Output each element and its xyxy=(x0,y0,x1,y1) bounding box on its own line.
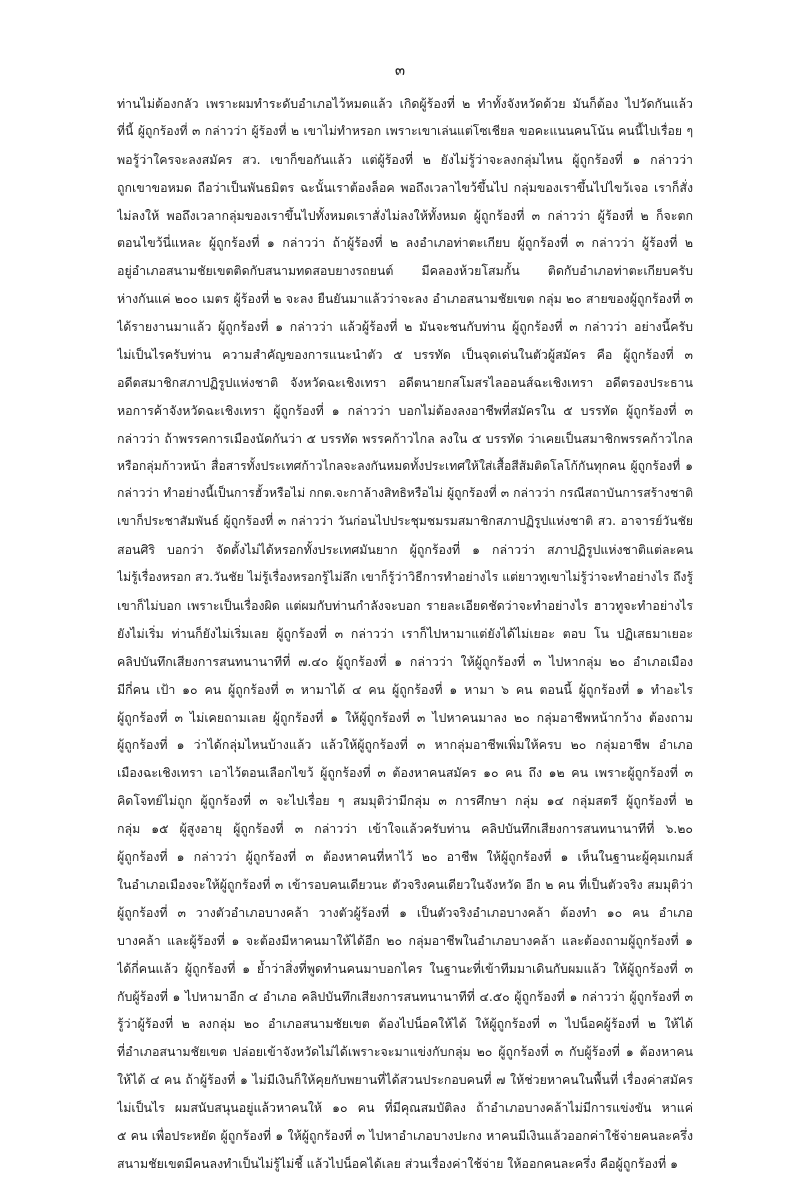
page-number: ๓ xyxy=(394,61,406,79)
text-line: ผู้ถูกร้องที่ ๑ ว่าได้กลุ่มไหนบ้างแล้ว แล้วให้ผู้ถูกร้องที่ ๓ หากลุ่มอาชีพเพิ่มให้ครบ ๒๐ กลุ่มอาชีพ อำเภอ xyxy=(117,737,693,753)
text-line: กับผู้ร้องที่ ๑ ไปหามาอีก ๔ อำเภอ คลิปบันทึกเสียงการสนทนานาทีที่ ๔.๕๐ ผู้ถูกร้องที่ ๑ กล่าวว่า ผู้ถูกร้องที่ ๓ xyxy=(117,988,693,1004)
text-line: ในอำเภอเมืองจะให้ผู้ถูกร้องที่ ๓ เข้ารอบคนเดียวนะ ตัวจริงคนเดียวในจังหวัด อีก ๒ คน ที่เป็นตัวจริง สมมุติว่า xyxy=(117,876,693,892)
text-line: ให้ได้ ๔ คน ถ้าผู้ร้องที่ ๑ ไม่มีเงินก็ให้คุยกับพยานที่ได้สวนประกอบคนที่ ๗ ให้ช่วยหาคนในพื้นที่ เรื่องค่าสมัคร xyxy=(117,1072,693,1088)
text-line: กล่าวว่า ถ้าพรรคการเมืองนัดกันว่า ๕ บรรทัด พรรคก้าวไกล ลงใน ๕ บรรทัด ว่าเคยเป็นสมาชิกพรรคก้าวไกล xyxy=(117,430,693,446)
text-line: ตอนไขว้นี่แหละ ผู้ถูกร้องที่ ๑ กล่าวว่า ถ้าผู้ร้องที่ ๒ ลงอำเภอท่าตะเกียบ ผู้ถูกร้องที่ ๓ กล่าวว่า ผู้ร้องที่ ๒ xyxy=(117,235,693,251)
text-line: ผู้ถูกร้องที่ ๓ วางตัวอำเภอบางคล้า วางตัวผู้ร้องที่ ๑ เป็นตัวจริงอำเภอบางคล้า ต้องทำ ๑๐ คน อำเภอ xyxy=(117,904,693,920)
text-line: ไม่เป็นไร ผมสนับสนุนอยู่แล้วหาคนให้ ๑๐ คน ที่มีคุณสมบัติลง ถ้าอำเภอบางคล้าไม่มีการแข่งขัน หาแค่ xyxy=(117,1100,693,1116)
text-line: ไม่รู้เรื่องหรอก สว.วันชัย ไม่รู้เรื่องหรอกรู้ไม่ลึก เขาก็รู้ว่าวิธีการทำอย่างไร แต่ยาวทูเขาไม่รู้ว่าจะทำอย่างไร ถึงรู้ xyxy=(117,570,693,585)
text-line: กลุ่ม ๑๕ ผู้สูงอายุ ผู้ถูกร้องที่ ๓ กล่าวว่า เข้าใจแล้วครับท่าน คลิปบันทึกเสียงการสนทนานาทีที่ ๖.๒๐ xyxy=(117,821,693,837)
text-line: ที่อำเภอสนามชัยเขต ปล่อยเข้าจังหวัดไม่ได้เพราะจะมาแข่งกับกลุ่ม ๒๐ ผู้ถูกร้องที่ ๓ กับผู้ร้องที่ ๑ ต้องหาคน xyxy=(117,1044,693,1060)
text-line: คลิปบันทึกเสียงการสนทนานาทีที่ ๗.๔๐ ผู้ถูกร้องที่ ๑ กล่าวว่า ให้ผู้ถูกร้องที่ ๓ ไปหากลุ่ม ๒๐ อำเภอเมือง xyxy=(117,653,693,669)
text-line: หอการค้าจังหวัดฉะเชิงเทรา ผู้ถูกร้องที่ ๑ กล่าวว่า บอกไม่ต้องลงอาชีพที่สมัครใน ๕ บรรทัด ผู้ถูกร้องที่ ๓ xyxy=(117,402,693,418)
text-line: สนามชัยเขตมีคนลงทำเป็นไม่รู้ไม่ชี้ แล้วไปน็อคได้เลย ส่วนเรื่องค่าใช้จ่าย ให้ออกคนละครึ่ง คือผู้ถูกร้องที่ ๑ xyxy=(117,1155,678,1171)
text-line: ท่านไม่ต้องกลัว เพราะผมทำระดับอำเภอไว้หมดแล้ว เกิดผู้ร้องที่ ๒ ทำทั้งจังหวัดด้วย มันก็ต้อง ไปวัดกันแล้ว xyxy=(117,96,693,111)
text-line: กล่าวว่า ทำอย่างนี้เป็นการฮั้วหรือไม่ กกต.จะกาล้างสิทธิหรือไม่ ผู้ถูกร้องที่ ๓ กล่าวว่า กรณีสถาบันการสร้างชาติ xyxy=(117,486,693,501)
text-line: ถูกเขาขอหมด ถือว่าเป็นพันธมิตร ฉะนั้นเราต้องล็อค พอถึงเวลาไขว้ขึ้นไป กลุ่มของเราขึ้นไปไขว้เจอ เราก็สั่ง xyxy=(117,179,693,195)
text-line: ๕ คน เพื่อประหยัด ผู้ถูกร้องที่ ๑ ให้ผู้ถูกร้องที่ ๓ ไปหาอำเภอบางปะกง หาคนมีเงินแล้วออกค่าใช้จ่ายคนละครึ่ง xyxy=(117,1127,693,1143)
text-line: หรือกลุ่มก้าวหน้า สื่อสารทั้งประเทศก้าวไกลจะลงกันหมดทั้งประเทศให้ใส่เสื้อสีส้มติดโลโก้กันทุกคน ผู้ถูกร้องที่ ๑ xyxy=(117,458,693,473)
text-line: ได้กี่คนแล้ว ผู้ถูกร้องที่ ๑ ย้ำว่าสิ่งที่พูดทำนคนมาบอกไคร ในฐานะที่เข้าทีมมาเดินกับผมแล้ว ให้ผู้ถูกร้องที่ ๓ xyxy=(117,960,693,976)
text-line: ยังไม่เริ่ม ท่านก็ยังไม่เริ่มเลย ผู้ถูกร้องที่ ๓ กล่าวว่า เราก็ไปหามาแต่ยังได้ไม่เยอะ ตอบ โน ปฏิเสธมาเยอะ xyxy=(117,625,693,641)
text-line: ที่นี้ ผู้ถูกร้องที่ ๓ กล่าวว่า ผู้ร้องที่ ๒ เขาไม่ทำหรอก เพราะเขาเล่นแต่โซเชียล ขอคะแนนคนโน้น คนนี้ไปเรื่อย ๆ xyxy=(117,123,693,138)
body-text xyxy=(117,90,693,1178)
text-line: รู้ว่าผู้ร้องที่ ๒ ลงกลุ่ม ๒๐ อำเภอสนามชัยเขต ต้องไปน็อคให้ได้ ให้ผู้ถูกร้องที่ ๓ ไปน็อคผู้ร้องที่ ๒ ให้ได้ xyxy=(117,1016,693,1032)
text-line: เขาก็ไม่บอก เพราะเป็นเรื่องผิด แต่ผมกับท่านกำลังจะบอก รายละเอียดชัดว่าจะทำอย่างไร ฮาวทูจะทำอย่างไร xyxy=(117,598,693,614)
text-line: ไม่เป็นไรครับท่าน ความสำคัญของการแนะนำตัว ๕ บรรทัด เป็นจุดเด่นในตัวผู้สมัคร คือ ผู้ถูกร้องที่ ๓ xyxy=(117,347,693,363)
text-line: บางคล้า และผู้ร้องที่ ๑ จะต้องมีหาคนมาให้ได้อีก ๒๐ กลุ่มอาชีพในอำเภอบางคล้า และต้องถามผู้ถูกร้องที่ ๑ xyxy=(117,932,693,948)
text-line: มีกี่คน เป้า ๑๐ คน ผู้ถูกร้องที่ ๓ หามาได้ ๔ คน ผู้ถูกร้องที่ ๑ หามา ๖ คน ตอนนี้ ผู้ถูกร้องที่ ๑ ทำอะไร xyxy=(117,681,693,697)
text-line: ผู้ถูกร้องที่ ๑ กล่าวว่า ผู้ถูกร้องที่ ๓ ต้องหาคนที่หาไว้ ๒๐ อาชีพ ให้ผู้ถูกร้องที่ ๑ เห็นในฐานะผู้คุมเกมส์ xyxy=(117,849,693,865)
text-line: คิดโจทย์ไม่ถูก ผู้ถูกร้องที่ ๓ จะไปเรื่อย ๆ สมมุติว่ามีกลุ่ม ๓ การศึกษา กลุ่ม ๑๔ กลุ่มสตรี ผู้ถูกร้องที่ ๒ xyxy=(117,793,693,809)
text-line: ได้รายงานมาแล้ว ผู้ถูกร้องที่ ๑ กล่าวว่า แล้วผู้ร้องที่ ๒ มันจะชนกับท่าน ผู้ถูกร้องที่ ๓ กล่าวว่า อย่างนี้ครับ xyxy=(117,319,693,335)
text-line: พอรู้ว่าใครจะลงสมัคร สว. เขาก็ขอกันแล้ว แต่ผู้ร้องที่ ๒ ยังไม่รู้ว่าจะลงกลุ่มไหน ผู้ถูกร้องที่ ๑ กล่าวว่า xyxy=(117,151,693,167)
text-line: เมืองฉะเชิงเทรา เอาไว้ตอนเลือกไขว้ ผู้ถูกร้องที่ ๓ ต้องหาคนสมัคร ๑๐ คน ถึง ๑๒ คน เพราะผู้ถูกร้องที่ ๓ xyxy=(117,765,693,781)
text-line: ห่างกันแค่ ๒๐๐ เมตร ผู้ร้องที่ ๒ จะลง ยืนยันมาแล้วว่าจะลง อำเภอสนามชัยเขต กลุ่ม ๒๐ สายของผู้ถูกร้องที่ ๓ xyxy=(117,291,693,307)
text-line: เขาก็ประชาสัมพันธ์ ผู้ถูกร้องที่ ๓ กล่าวว่า วันก่อนไปประชุมชมรมสมาชิกสภาปฏิรูปแห่งชาติ สว. อาจารย์วันชัย xyxy=(117,514,693,529)
text-line: อยู่อำเภอสนามชัยเขตติดกับสนามทดสอบยางรถยนต์ มีคลองห้วยโสมกั้น ติดกับอำเภอท่าตะเกียบครับ xyxy=(117,263,693,279)
text-line: สอนศิริ บอกว่า จัดตั้งไม่ได้หรอกทั้งประเทศมันยาก ผู้ถูกร้องที่ ๑ กล่าวว่า สภาปฏิรูปแห่งชาติแต่ละคน xyxy=(117,542,693,558)
text-line: ผู้ถูกร้องที่ ๓ ไม่เคยถามเลย ผู้ถูกร้องที่ ๑ ให้ผู้ถูกร้องที่ ๓ ไปหาคนมาลง ๒๐ กลุ่มอาชีพหน้ากว้าง ต้องถาม xyxy=(117,709,693,725)
text-line: อดีตสมาชิกสภาปฏิรูปแห่งชาติ จังหวัดฉะเชิงเทรา อดีตนายกสโมสรไลออนส์ฉะเชิงเทรา อดีตรองประธาน xyxy=(117,374,693,390)
text-line: ไม่ลงให้ พอถึงเวลากลุ่มของเราขึ้นไปทั้งหมดเราสั่งไม่ลงให้ทั้งหมด ผู้ถูกร้องที่ ๓ กล่าวว่า ผู้ร้องที่ ๒ ก็จะตก xyxy=(117,207,693,223)
